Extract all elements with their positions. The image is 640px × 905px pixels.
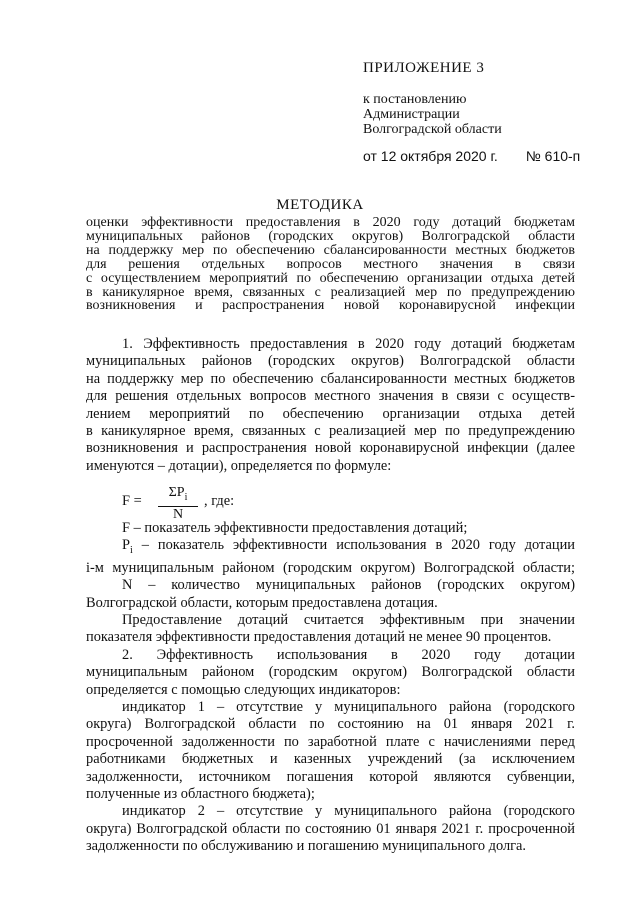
decree-line: Администрации — [363, 107, 460, 122]
appendix-label: ПРИЛОЖЕНИЕ 3 — [363, 60, 485, 76]
subtitle-line: для решения отдельных вопросов местного значения в связи — [86, 256, 575, 272]
paragraph-1 — [86, 336, 575, 475]
indicator-1-line: полученные из областного бюджета); — [86, 785, 315, 802]
paragraph-line: 2. Эффективность использования в 2020 году дотации — [122, 646, 575, 663]
definition-f: F – показатель эффективности предоставления дотаций; — [122, 520, 468, 536]
paragraph-line: лением мероприятий по обеспечению организации отдыха детей — [86, 405, 575, 422]
indicator-2-line: округа) Волгоградской области по состоянию 01 января 2021 г. просроченной — [86, 820, 575, 837]
paragraph-line: Волгоградской области, которым предоставлена дотация. — [86, 594, 438, 611]
formula-lhs: F = — [122, 493, 142, 509]
p-symbol: P — [122, 537, 131, 554]
indicator-1-line: округа) Волгоградской области по состоянию на 01 января 2021 г. — [86, 716, 575, 733]
subtitle-line: возникновения и распространения новой коронавирусной инфекции — [86, 298, 575, 314]
decree-date-number — [363, 148, 580, 164]
indicator-2-line: индикатор 2 – отсутствие у муниципального района (городского — [122, 803, 575, 820]
subtitle-line: оценки эффективности предоставления в 2020 году дотаций бюджетам — [86, 215, 575, 230]
paragraph-line: именуются – дотации), определяется по формуле: — [86, 457, 392, 474]
decree-number: № 610-п — [525, 148, 581, 164]
p-definition-text: – показатель эффективности использования в 2020 году дотации — [132, 537, 575, 554]
numerator-text: ΣP — [168, 485, 185, 500]
indicator-1-line: просроченной задолженности по заработной плате с начислениями перед — [86, 733, 575, 750]
document-title: МЕТОДИКА — [276, 197, 364, 213]
definitions-and-indicators — [86, 520, 575, 856]
paragraph-line: муниципальным районом (городским округом) Волгоградской области — [86, 664, 575, 681]
paragraph-line: показателя эффективности предоставления дотаций не менее 90 процентов. — [86, 629, 552, 646]
paragraph-line: i-м муниципальным районом (городским округом) Волгоградской области; — [86, 559, 575, 576]
paragraph-line: 1. Эффективность предоставления в 2020 году дотаций бюджетам — [122, 336, 575, 352]
paragraph-line: возникновения и распространения новой коронавирусной инфекции (далее — [86, 440, 575, 457]
paragraph-line: определяется с помощью следующих индикаторов: — [86, 681, 401, 698]
subtitle-line: с осуществлением мероприятий по обеспечению организации отдыха детей — [86, 270, 575, 286]
indicator-1-line: работниками бюджетных и казенных учреждений (за исключением — [86, 751, 575, 768]
subtitle-line: на поддержку мер по обеспечению сбалансированности местных бюджетов — [86, 242, 575, 258]
numerator-subscript: i — [184, 491, 188, 503]
paragraph-line: в каникулярное время, связанных с реализацией мер по предупреждению — [86, 423, 575, 440]
document-subtitle — [86, 216, 575, 313]
formula-rhs: , где: — [204, 493, 235, 509]
indicator-2-line: задолженности по обслуживанию и погашению муниципального долга. — [86, 838, 527, 855]
formula-numerator — [158, 486, 198, 505]
paragraph-line: муниципальных районов (городских округов) Волгоградской области — [86, 353, 575, 370]
decree-date: от 12 октября 2020 г. — [363, 148, 498, 164]
decree-line: Волгоградской области — [363, 122, 502, 137]
formula-fraction — [158, 486, 198, 522]
indicator-1-line: индикатор 1 – отсутствие у муниципального района (городского — [122, 698, 575, 715]
formula-denominator: N — [172, 506, 184, 522]
paragraph-line: для решения отдельных вопросов местного значения в связи с осуществ- — [86, 388, 575, 405]
subtitle-line: в каникулярное время, связанных с реализацией мер по предупреждению — [86, 284, 575, 300]
definition-p — [86, 537, 575, 559]
decree-reference — [363, 92, 502, 137]
indicator-1-line: задолженности, источником погашения которой являются субвенции, — [86, 768, 575, 785]
definition-n: N – количество муниципальных районов (городских округом) — [122, 577, 575, 594]
subtitle-line: муниципальных районов (городских округов) Волгоградской области — [86, 228, 575, 244]
p-subscript: i — [130, 545, 133, 557]
decree-line: к постановлению — [363, 92, 467, 107]
paragraph-line: Предоставление дотаций считается эффективным при значении — [122, 611, 575, 628]
paragraph-line: на поддержку мер по обеспечению сбалансированности местных бюджетов — [86, 370, 575, 387]
